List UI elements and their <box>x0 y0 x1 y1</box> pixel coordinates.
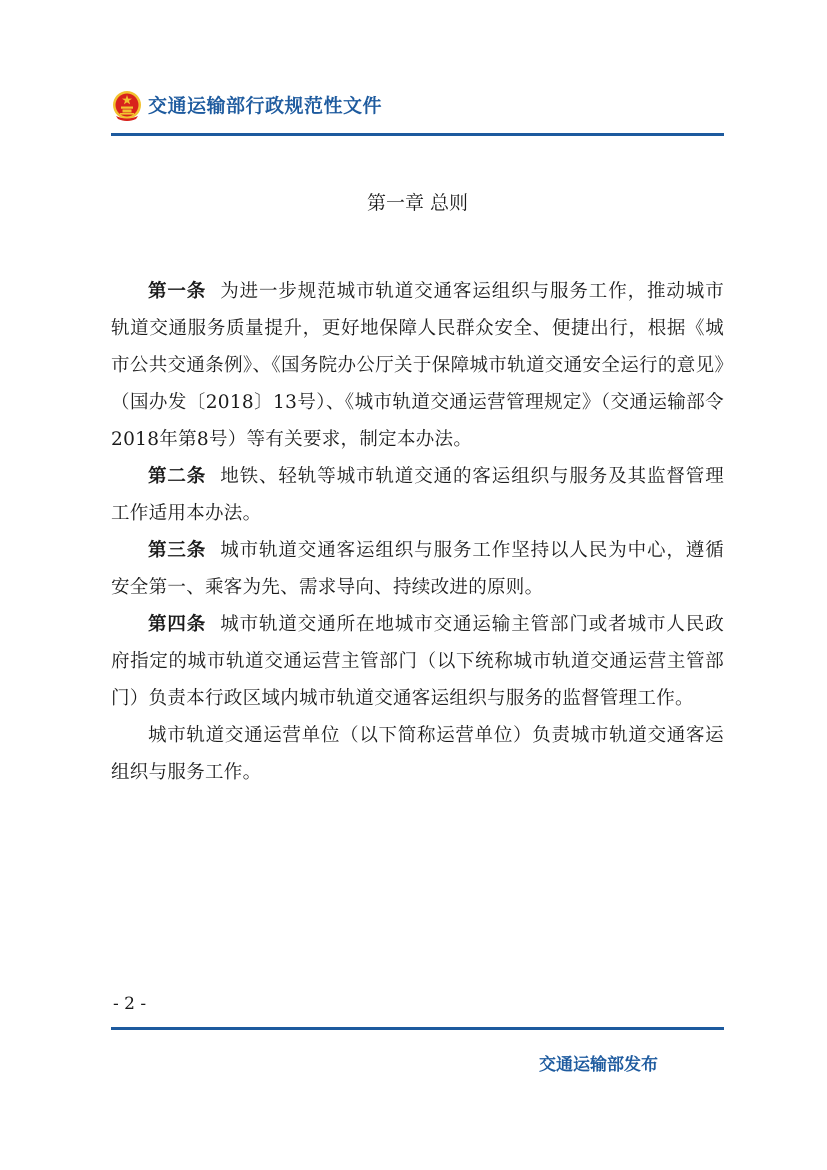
header-divider <box>111 133 724 136</box>
article-text: 城市轨道交通所在地城市交通运输主管部门或者城市人民政府指定的城市轨道交通运营主管部门（以下统称城市轨道交通运营主管部门）负责本行政区域内城市轨道交通客运组织与服务的监督管理工作。 <box>111 614 724 709</box>
chapter-title: 第一章 总则 <box>366 192 469 214</box>
article-paragraph <box>111 273 724 458</box>
article-label: 第四条 <box>148 614 207 635</box>
article-paragraph <box>111 458 724 532</box>
footer-publisher: 交通运输部发布 <box>539 1055 658 1075</box>
national-emblem-icon <box>111 90 143 122</box>
article-text: 为进一步规范城市轨道交通客运组织与服务工作，推动城市轨道交通服务质量提升，更好地保障人民群众安全、便捷出行，根据《城市公共交通条例》、《国务院办公厅关于保障城市轨道交通安全运行的意见》（国办发〔2018〕13号）、《城市轨道交通运营管理规定》（交通运输部令2018年第8号）等有关要求，制定本办法。 <box>111 281 724 450</box>
paragraph-text: 城市轨道交通运营单位（以下简称运营单位）负责城市轨道交通客运组织与服务工作。 <box>111 725 724 783</box>
article-label: 第二条 <box>148 466 207 487</box>
document-header <box>111 88 724 128</box>
footer-divider <box>111 1027 724 1030</box>
article-text: 地铁、轻轨等城市轨道交通的客运组织与服务及其监督管理工作适用本办法。 <box>111 466 724 524</box>
page-number: - 2 - <box>113 994 147 1014</box>
article-label: 第一条 <box>148 281 207 302</box>
document-body <box>111 273 724 791</box>
article-paragraph <box>111 532 724 606</box>
body-paragraph <box>111 717 724 791</box>
article-paragraph <box>111 606 724 717</box>
header-title: 交通运输部行政规范性文件 <box>148 95 383 117</box>
article-label: 第三条 <box>148 540 207 561</box>
article-text: 城市轨道交通客运组织与服务工作坚持以人民为中心，遵循安全第一、乘客为先、需求导向、持续改进的原则。 <box>111 540 724 598</box>
